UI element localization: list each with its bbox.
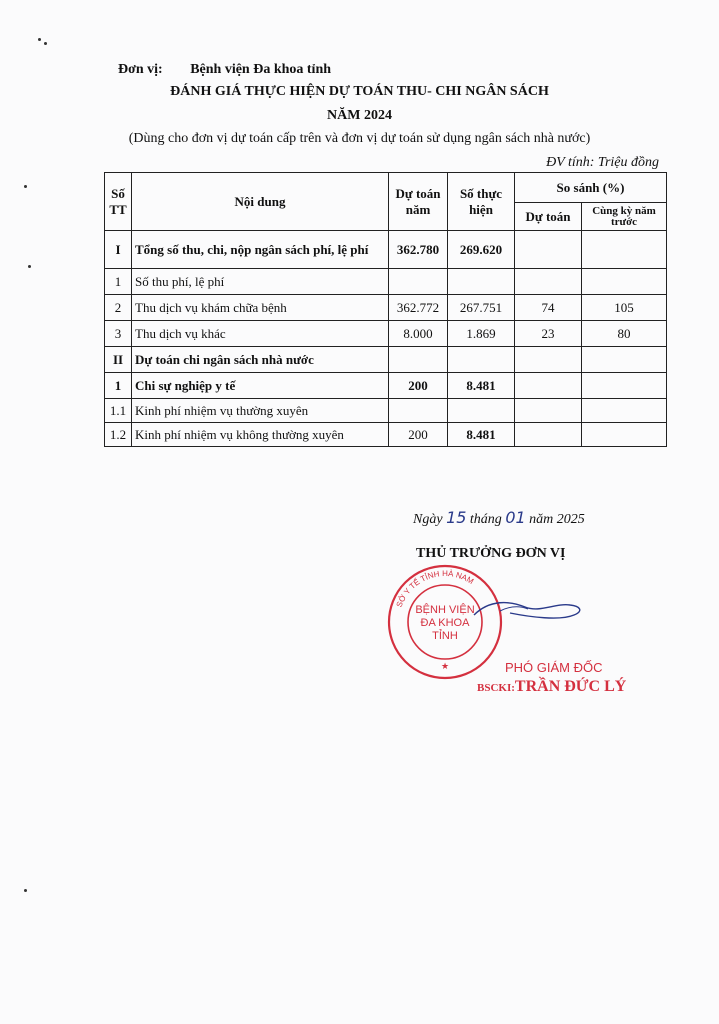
stamp-ring-path: SỞ Y TẾ TỈNH HÀ NAM: [394, 568, 476, 609]
cell-plan: [389, 269, 448, 295]
stamp-ring-text: [395, 569, 476, 608]
budget-table: [104, 172, 667, 447]
cell-plan: 200: [389, 423, 448, 447]
cell-name: Tổng số thu, chi, nộp ngân sách phí, lệ phí: [132, 231, 389, 269]
cell-cmp-plan: [515, 269, 582, 295]
speck: [38, 38, 41, 41]
cell-name: Số thu phí, lệ phí: [132, 269, 389, 295]
speck: [24, 185, 27, 188]
cell-stt: 3: [105, 321, 132, 347]
cell-cmp-prev: [582, 269, 667, 295]
cell-name: Thu dịch vụ khác: [132, 321, 389, 347]
signer-name-text: TRẦN ĐỨC LÝ: [514, 678, 627, 695]
cell-cmp-plan: [515, 399, 582, 423]
cell-actual: 8.481: [448, 423, 515, 447]
unit-label: Đơn vị:: [118, 62, 163, 77]
signature-date: [413, 508, 585, 528]
stamp-star-icon: ★: [440, 661, 450, 671]
cell-cmp-prev: 80: [582, 321, 667, 347]
cell-stt: 1.2: [105, 423, 132, 447]
table-row: [105, 423, 667, 447]
signer-name-prefix: BSCKI:: [477, 682, 515, 694]
document-title: ĐÁNH GIÁ THỰC HIỆN DỰ TOÁN THU- CHI NGÂN SÁCH: [170, 84, 549, 99]
header-actual: Số thực hiện: [448, 173, 515, 231]
stamp-line-1: BỆNH VIỆN: [415, 604, 475, 616]
cell-name: Thu dịch vụ khám chữa bệnh: [132, 295, 389, 321]
cell-name: Kinh phí nhiệm vụ thường xuyên: [132, 399, 389, 423]
signature-heading: THỦ TRƯỞNG ĐƠN VỊ: [416, 546, 566, 561]
speck: [24, 889, 27, 892]
table-row: [105, 295, 667, 321]
cell-cmp-plan: [515, 347, 582, 373]
header-stt: Số TT: [105, 173, 132, 231]
cell-actual: [448, 269, 515, 295]
cell-plan: 362.772: [389, 295, 448, 321]
cell-cmp-plan: 23: [515, 321, 582, 347]
cell-name: Kinh phí nhiệm vụ không thường xuyên: [132, 423, 389, 447]
cell-actual: 1.869: [448, 321, 515, 347]
speck: [44, 42, 47, 45]
unit-value: Bệnh viện Đa khoa tỉnh: [190, 62, 332, 77]
table-row: [105, 321, 667, 347]
stamp-line-2: ĐA KHOA: [420, 617, 470, 629]
cell-cmp-prev: [582, 373, 667, 399]
cell-stt: I: [105, 231, 132, 269]
date-prefix: Ngày: [413, 512, 443, 527]
header-cmp-plan: Dự toán: [515, 203, 582, 231]
cell-actual: 269.620: [448, 231, 515, 269]
header-plan: Dự toán năm: [389, 173, 448, 231]
header-name: Nội dung: [132, 173, 389, 231]
date-day: 15: [446, 508, 467, 527]
cell-cmp-plan: [515, 373, 582, 399]
unit-note: ĐV tính: Triệu đồng: [546, 155, 659, 170]
stamp-line-3: TỈNH: [432, 630, 458, 642]
cell-plan: [389, 399, 448, 423]
table-row: [105, 399, 667, 423]
cell-cmp-prev: [582, 231, 667, 269]
cell-cmp-plan: [515, 231, 582, 269]
cell-stt: 2: [105, 295, 132, 321]
table-row: [105, 373, 667, 399]
date-month: 01: [505, 508, 526, 527]
cell-cmp-prev: 105: [582, 295, 667, 321]
cell-stt: 1: [105, 373, 132, 399]
handwritten-signature: [470, 593, 590, 633]
cell-actual: 8.481: [448, 373, 515, 399]
table-row: [105, 231, 667, 269]
table-row: [105, 269, 667, 295]
document-year: NĂM 2024: [327, 108, 392, 123]
date-month-word: tháng: [469, 512, 502, 527]
signer-role: PHÓ GIÁM ĐỐC: [505, 660, 603, 675]
table-row: [105, 347, 667, 373]
signature-stroke: [500, 607, 528, 611]
cell-cmp-plan: 74: [515, 295, 582, 321]
header-cmp-prev: Cùng kỳ năm trước: [582, 203, 667, 231]
cell-plan: 362.780: [389, 231, 448, 269]
cell-plan: 8.000: [389, 321, 448, 347]
cell-cmp-plan: [515, 423, 582, 447]
cell-plan: [389, 347, 448, 373]
signature-stroke: [474, 603, 580, 618]
cell-name: Chi sự nghiệp y tế: [132, 373, 389, 399]
cell-plan: 200: [389, 373, 448, 399]
cell-stt: 1: [105, 269, 132, 295]
document-subtitle: (Dùng cho đơn vị dự toán cấp trên và đơn vị dự toán sử dụng ngân sách nhà nước): [128, 131, 591, 146]
speck: [28, 265, 31, 268]
signer-name: [477, 678, 626, 696]
cell-stt: II: [105, 347, 132, 373]
unit-line: [118, 62, 331, 78]
cell-name: Dự toán chi ngân sách nhà nước: [132, 347, 389, 373]
cell-cmp-prev: [582, 347, 667, 373]
cell-actual: 267.751: [448, 295, 515, 321]
header-compare: So sánh (%): [515, 173, 667, 203]
cell-actual: [448, 399, 515, 423]
cell-cmp-prev: [582, 423, 667, 447]
cell-stt: 1.1: [105, 399, 132, 423]
cell-cmp-prev: [582, 399, 667, 423]
date-year: năm 2025: [529, 512, 585, 527]
cell-actual: [448, 347, 515, 373]
